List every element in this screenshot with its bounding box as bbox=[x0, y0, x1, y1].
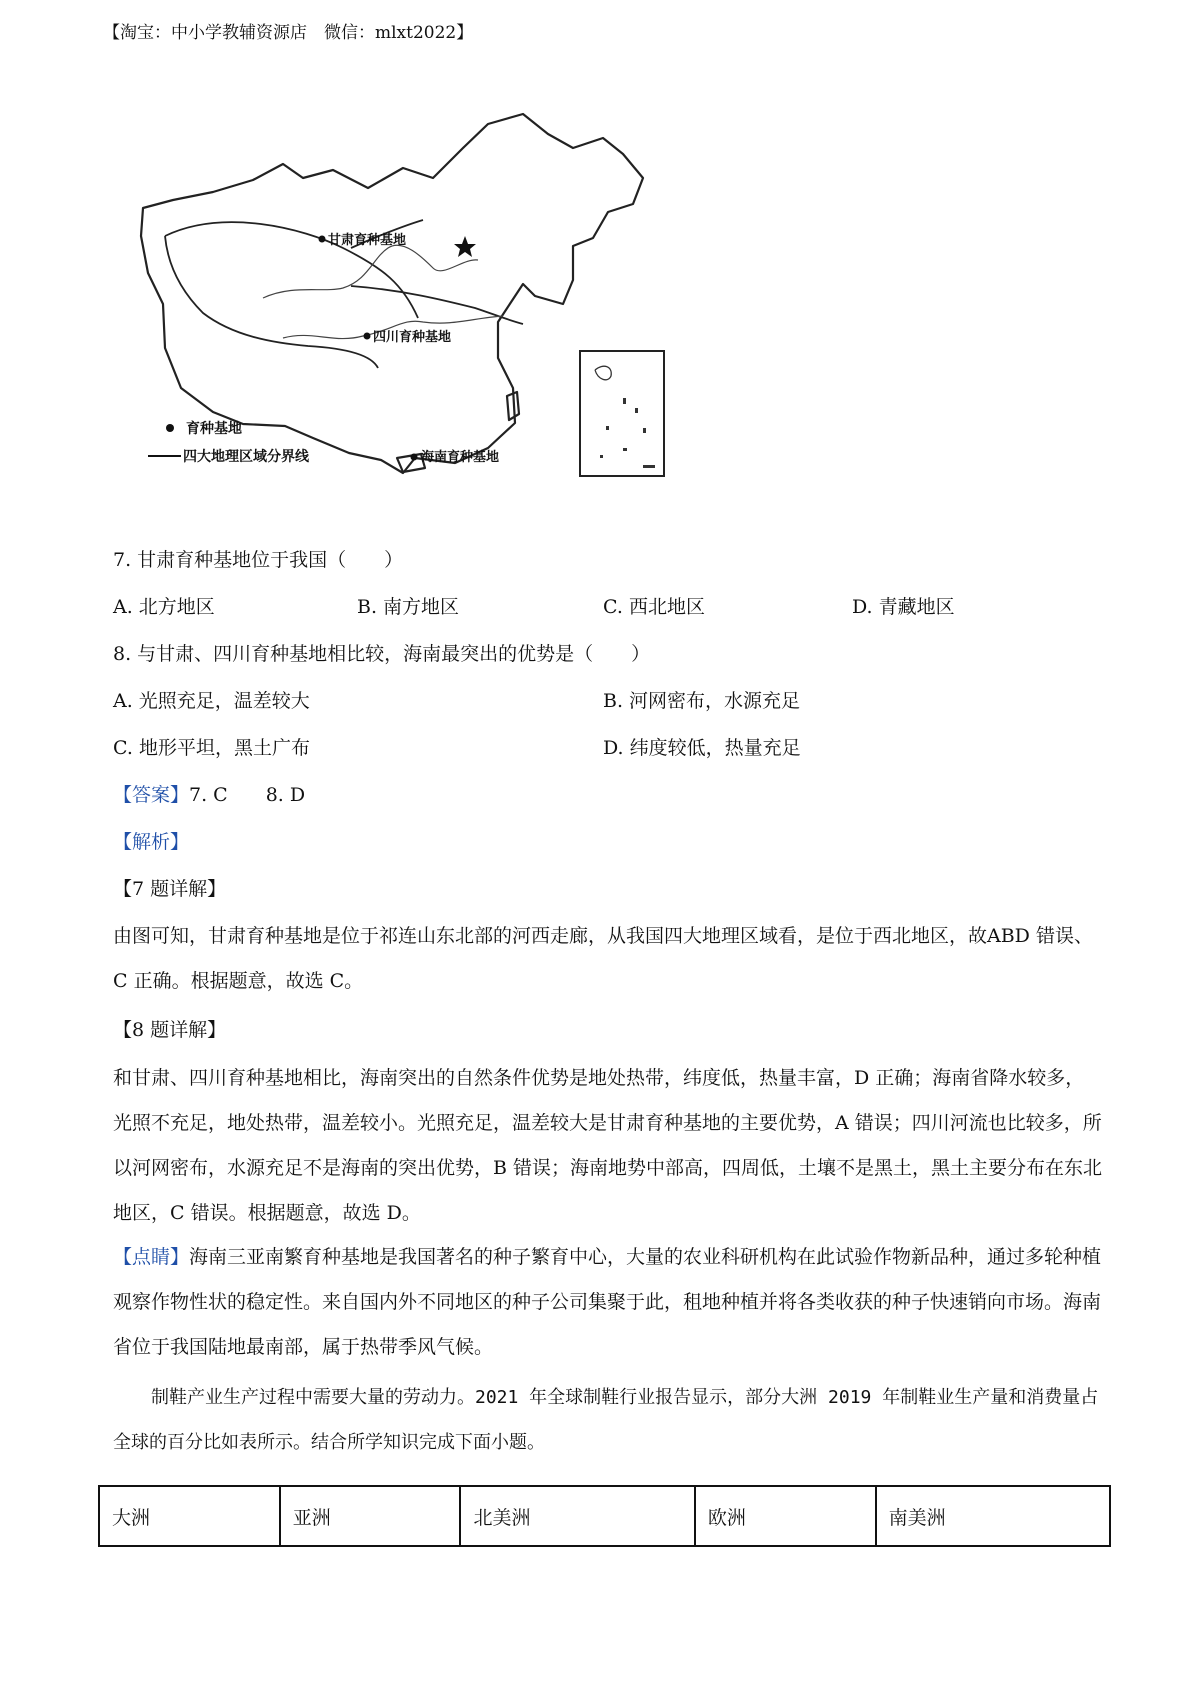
gansu-base-label: 甘肃育种基地 bbox=[328, 233, 407, 248]
gansu-base-marker-icon bbox=[319, 236, 326, 243]
q7-stem: 7. 甘肃育种基地位于我国（ ） bbox=[113, 549, 404, 571]
legend-base-marker-icon bbox=[166, 424, 174, 432]
q8-option-d: D. 纬度较低，热量充足 bbox=[603, 737, 801, 759]
table-header-cell: 亚洲 bbox=[280, 1486, 461, 1546]
answer-text: 7. C 8. D bbox=[189, 784, 306, 806]
detail8-text: 和甘肃、四川育种基地相比，海南突出的自然条件优势是地处热带，纬度低，热量丰富，D 正确；海南省降水较多，光照不充足，地处热带，温差较小。光照充足，温差较大是甘肃育种基地的主要优势，A 错误；四川河流也比较多，所以河网密布，水源充足不是海南的突出优势，B 错误；海南地势中部高，四周低，土壤不是黑土，黑土主要分布在东北地区，C 错误。根据题意，故选 D。 bbox=[113, 1067, 1103, 1224]
hainan-base-label: 海南育种基地 bbox=[421, 450, 500, 465]
answer-label: 【答案】 bbox=[113, 784, 190, 806]
table-header-cell: 大洲 bbox=[99, 1486, 280, 1546]
hainan-base-marker-icon bbox=[411, 454, 418, 461]
table-header-cell: 欧洲 bbox=[695, 1486, 876, 1546]
q8-option-b: B. 河网密布，水源充足 bbox=[603, 690, 801, 712]
detail7-title: 【7 题详解】 bbox=[113, 878, 227, 900]
china-outline bbox=[141, 114, 643, 473]
analysis-label: 【解析】 bbox=[113, 831, 190, 853]
q8-option-c: C. 地形平坦，黑土广布 bbox=[113, 737, 310, 759]
inset-frame bbox=[580, 351, 664, 476]
sichuan-base-label: 四川育种基地 bbox=[373, 330, 452, 345]
table-header-cell: 北美洲 bbox=[460, 1486, 694, 1546]
boundary-north-south bbox=[351, 286, 523, 324]
q7-option-d: D. 青藏地区 bbox=[852, 596, 955, 618]
point-paragraph bbox=[113, 1235, 1103, 1370]
q8-stem: 8. 与甘肃、四川育种基地相比较，海南最突出的优势是（ ） bbox=[113, 643, 651, 665]
south-china-sea-inset bbox=[580, 351, 664, 476]
shoe-industry-intro: 制鞋产业生产过程中需要大量的劳动力。2021 年全球制鞋行业报告显示，部分大洲 2019 年制鞋业生产量和消费量占全球的百分比如表所示。结合所学知识完成下面小题。 bbox=[113, 1387, 1099, 1453]
detail8-title: 【8 题详解】 bbox=[113, 1019, 227, 1041]
sichuan-base-marker-icon bbox=[364, 333, 371, 340]
boundary-qinghai-tibet bbox=[165, 236, 378, 368]
q7-option-c: C. 西北地区 bbox=[603, 596, 705, 618]
detail7-text: 由图可知，甘肃育种基地是位于祁连山东北部的河西走廊，从我国四大地理区域看，是位于西北地区，故ABD 错误、C 正确。根据题意，故选 C。 bbox=[113, 925, 1093, 992]
q8-option-a: A. 光照充足，温差较大 bbox=[113, 690, 310, 712]
point-text: 海南三亚南繁育种基地是我国著名的种子繁育中心，大量的农业科研机构在此试验作物新品种，通过多轮种植观察作物性状的稳定性。来自国内外不同地区的种子公司集聚于此，租地种植并将各类收获的种子快速销向市场。海南省位于我国陆地最南部，属于热带季风气候。 bbox=[113, 1246, 1102, 1358]
source-header: 【淘宝：中小学教辅资源店 微信：mlxt2022】 bbox=[103, 23, 474, 43]
china-breeding-base-map bbox=[103, 108, 793, 528]
continent-table bbox=[98, 1485, 1111, 1547]
q7-option-b: B. 南方地区 bbox=[357, 596, 460, 618]
table-header-row bbox=[99, 1486, 1110, 1546]
table-header-cell: 南美洲 bbox=[876, 1486, 1110, 1546]
legend-boundary-label: 四大地理区域分界线 bbox=[183, 449, 309, 465]
river-yellow bbox=[263, 245, 478, 298]
star-beijing-icon bbox=[454, 236, 476, 257]
point-label: 【点睛】 bbox=[113, 1246, 190, 1268]
q7-option-a: A. 北方地区 bbox=[113, 596, 215, 618]
answer-line bbox=[113, 782, 305, 808]
legend-base-label: 育种基地 bbox=[186, 421, 242, 437]
